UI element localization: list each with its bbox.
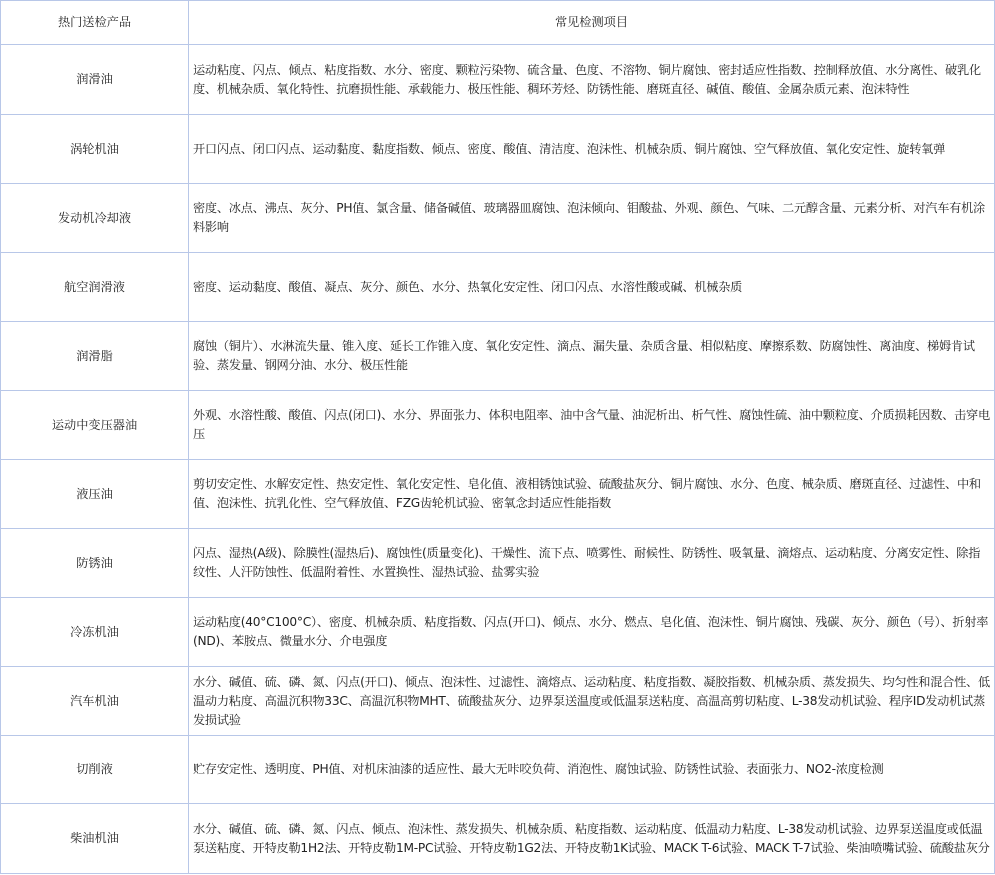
product-name: 切削液 xyxy=(1,736,189,804)
table-row xyxy=(1,391,995,460)
product-name: 防锈油 xyxy=(1,529,189,598)
product-name: 发动机冷却液 xyxy=(1,184,189,253)
product-name: 柴油机油 xyxy=(1,804,189,874)
test-items: 运动粘度(40°C100°C）、密度、机械杂质、粘度指数、闪点(开口)、倾点、水分、燃点、皂化值、泡沫性、铜片腐蚀、残碳、灰分、颜色（号）、折射率(ND)、苯胺点、微量水分、介电强度 xyxy=(189,598,995,667)
test-items: 剪切安定性、水解安定性、热安定性、氧化安定性、皂化值、液相锈蚀试验、硫酸盐灰分、铜片腐蚀、水分、色度、械杂质、磨斑直径、过滤性、中和值、泡沫性、抗乳化性、空气释放值、FZG齿轮机试验、密氧念封适应性能指数 xyxy=(189,460,995,529)
table-row xyxy=(1,460,995,529)
product-name: 运动中变压器油 xyxy=(1,391,189,460)
product-name: 航空润滑液 xyxy=(1,253,189,322)
test-items: 腐蚀（铜片）、水淋流失量、锥入度、延长工作锥入度、氧化安定性、滴点、漏失量、杂质含量、相似粘度、摩擦系数、防腐蚀性、离油度、梯姆肯试验、蒸发量、钢网分油、水分、极压性能 xyxy=(189,322,995,391)
table-row xyxy=(1,529,995,598)
test-items: 水分、碱值、硫、磷、氮、闪点、倾点、泡沫性、蒸发损失、机械杂质、粘度指数、运动粘度、低温动力粘度、L-38发动机试验、边界泵送温度或低温泵送粘度、开特皮勒1H2法、开特皮勒1M-PC试验、开特皮勒1G2法、开特皮勒1K试验、MACK T-6试验、MACK T-7试验、柴油喷嘴试验、硫酸盐灰分 xyxy=(189,804,995,874)
table-row xyxy=(1,804,995,874)
product-name: 润滑油 xyxy=(1,45,189,115)
product-name: 汽车机油 xyxy=(1,667,189,736)
table-row xyxy=(1,667,995,736)
table-row xyxy=(1,115,995,184)
product-name: 涡轮机油 xyxy=(1,115,189,184)
test-items: 外观、水溶性酸、酸值、闪点(闭口)、水分、界面张力、体积电阻率、油中含气量、油泥析出、析气性、腐蚀性硫、油中颗粒度、介质损耗因数、击穿电压 xyxy=(189,391,995,460)
test-items: 闪点、湿热(A级)、除膜性(湿热后)、腐蚀性(质量变化)、干燥性、流下点、喷雾性、耐候性、防锈性、吸氧量、滴熔点、运动粘度、分离安定性、除指纹性、人汗防蚀性、低温附着性、水置换性、湿热试验、盐雾实验 xyxy=(189,529,995,598)
product-name: 液压油 xyxy=(1,460,189,529)
table-row xyxy=(1,184,995,253)
table-header-row xyxy=(1,1,995,45)
product-name: 冷冻机油 xyxy=(1,598,189,667)
table-row xyxy=(1,598,995,667)
test-items: 密度、冰点、沸点、灰分、PH值、氯含量、储备碱值、玻璃器皿腐蚀、泡沫倾向、钼酸盐、外观、颜色、气味、二元醇含量、元素分析、对汽车有机涂料影响 xyxy=(189,184,995,253)
table-row xyxy=(1,45,995,115)
header-product: 热门送检产品 xyxy=(1,1,189,45)
test-items: 开口闪点、闭口闪点、运动黏度、黏度指数、倾点、密度、酸值、清洁度、泡沫性、机械杂质、铜片腐蚀、空气释放值、氧化安定性、旋转氧弹 xyxy=(189,115,995,184)
test-items: 水分、碱值、硫、磷、氮、闪点(开口)、倾点、泡沫性、过滤性、滴熔点、运动粘度、粘度指数、凝胶指数、机械杂质、蒸发损失、均匀性和混合性、低温动力粘度、高温沉积物33C、高温沉积物MHT、硫酸盐灰分、边界泵送温度或低温泵送粘度、高温高剪切粘度、L-38发动机试验、程序ID发动机试蒸发损试验 xyxy=(189,667,995,736)
test-items: 密度、运动黏度、酸值、凝点、灰分、颜色、水分、热氧化安定性、闭口闪点、水溶性酸或碱、机械杂质 xyxy=(189,253,995,322)
test-items: 贮存安定性、透明度、PH值、对机床油漆的适应性、最大无咔咬负荷、消泡性、腐蚀试验、防锈性试验、表面张力、NO2-浓度检测 xyxy=(189,736,995,804)
test-items: 运动粘度、闪点、倾点、粘度指数、水分、密度、颗粒污染物、硫含量、色度、不溶物、铜片腐蚀、密封适应性指数、控制释放值、水分离性、破乳化度、机械杂质、氧化特性、抗磨损性能、承载能力、极压性能、稠环芳烃、防锈性能、磨斑直径、碱值、酸值、金属杂质元素、泡沫特性 xyxy=(189,45,995,115)
header-test-items: 常见检测项目 xyxy=(189,1,995,45)
table-row xyxy=(1,253,995,322)
product-name: 润滑脂 xyxy=(1,322,189,391)
table-row xyxy=(1,322,995,391)
table-row xyxy=(1,736,995,804)
